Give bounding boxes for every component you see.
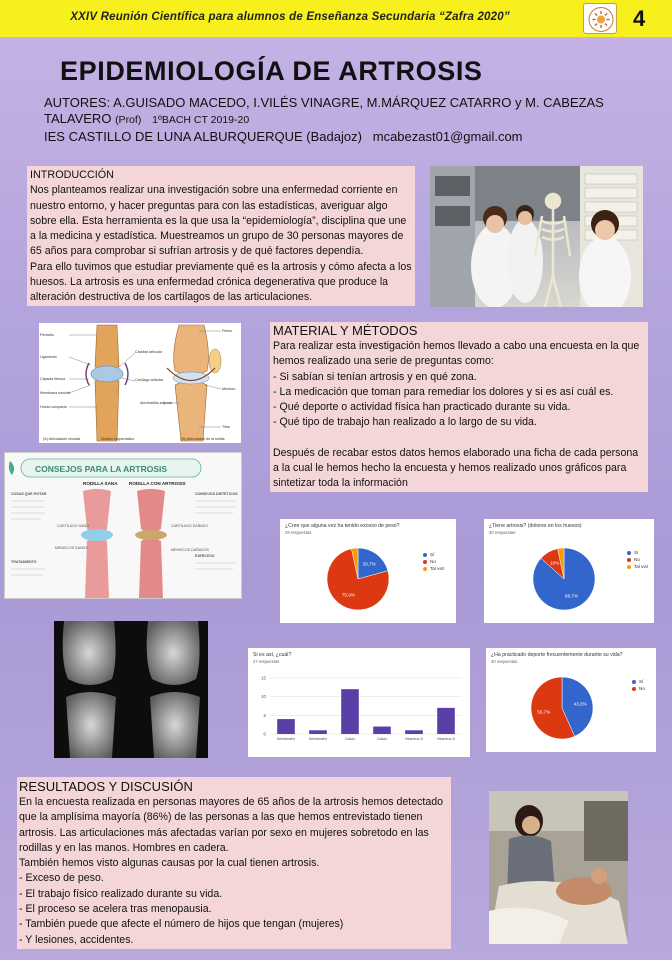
intro-heading: INTRODUCCIÓN bbox=[30, 169, 114, 181]
legend-swatch bbox=[423, 567, 427, 571]
methods-closing: Después de recabar estos datos hemos elaborado una ficha de cada persona a la cual le hemos hecho la encuesta y hemos realizado unos gráficos para sintetizar toda la información bbox=[273, 446, 639, 490]
tips-heading: CONSEJOS DIETÉTICOS bbox=[195, 492, 238, 496]
anatomy-caption: (A) Articulación sinovial bbox=[43, 437, 81, 441]
location: (Badajoz) bbox=[306, 129, 362, 144]
pie-value-label: 10% bbox=[550, 560, 560, 566]
chart-title: Si es así, ¿cuál? bbox=[253, 652, 292, 658]
authors-line: AUTORES: A.GUISADO MACEDO, I.VILÉS VINAGRE, M.MÁRQUEZ CATARRO y M. CABEZAS bbox=[44, 95, 604, 110]
bar bbox=[373, 727, 391, 734]
knee-xray-image bbox=[54, 621, 208, 758]
bar bbox=[277, 719, 295, 734]
list-item: - Y lesiones, accidentes. bbox=[19, 933, 134, 946]
legend-swatch bbox=[627, 551, 631, 555]
x-tick-label: Vitamina D bbox=[404, 737, 424, 741]
anatomy-label: Almohadilla adiposa bbox=[140, 401, 173, 405]
chart-subtitle: 29 respuestas bbox=[285, 530, 312, 535]
authors-line-2 bbox=[44, 111, 664, 128]
tips-label: MENISCOS SANOS bbox=[55, 546, 88, 550]
lab-students-photo bbox=[430, 166, 643, 307]
x-tick-label: Ibihotmalin bbox=[276, 737, 296, 741]
legend-swatch bbox=[423, 560, 427, 564]
header-bar bbox=[0, 0, 672, 37]
anatomy-label: Ligamento bbox=[40, 355, 57, 359]
school-logo bbox=[583, 3, 617, 34]
results-paragraph-2: También hemos visto algunas causas por la cual tienen artrosis. bbox=[19, 857, 320, 870]
y-tick-label: 0 bbox=[263, 731, 266, 737]
anatomy-label: Hueso compacto bbox=[40, 405, 67, 409]
intro-section bbox=[27, 166, 415, 306]
legend-entry: No bbox=[627, 556, 648, 563]
chart-overweight bbox=[280, 519, 456, 623]
chart-title: ¿Ha practicado deporte frecuentemente durante su vida? bbox=[491, 652, 623, 658]
methods-section bbox=[270, 322, 648, 492]
anatomy-label: Tibia bbox=[222, 425, 230, 429]
results-cause-list bbox=[19, 871, 449, 947]
legend-swatch bbox=[632, 687, 636, 691]
legend-swatch bbox=[627, 565, 631, 569]
list-item: - Qué deporte o actividad física han practicado durante su vida. bbox=[273, 401, 571, 414]
chart-medication bbox=[248, 648, 470, 757]
pie-value-label: 75,9% bbox=[341, 592, 355, 598]
y-tick-label: 15 bbox=[261, 675, 266, 681]
list-item: - El trabajo físico realizado durante su vida. bbox=[19, 887, 223, 900]
legend-swatch bbox=[423, 553, 427, 557]
event-title: XXIV Reunión Científica para alumnos de Enseñanza Secundaria “Zafra 2020” bbox=[70, 11, 510, 23]
x-tick-label: Vitamina D bbox=[436, 737, 456, 741]
anatomy-label: Cartílago articular bbox=[135, 378, 164, 382]
tips-label: CARTÍLAGO SANO bbox=[57, 524, 89, 528]
intro-paragraph-2: Para ello tuvimos que estudiar previamente qué es la artrosis y cómo afecta a los huesos. La artrosis es una enfermedad crónica degenerativa que produce la alteración destructiva de los cartílagos de las articulaciones. bbox=[30, 260, 412, 304]
chart-subtitle: 30 respuestas bbox=[489, 530, 516, 535]
pie-value-label: 43,3% bbox=[573, 701, 587, 707]
methods-heading: MATERIAL Y MÉTODOS bbox=[273, 323, 418, 338]
bar-chart-plot bbox=[248, 648, 470, 757]
legend-entry: Tal vez bbox=[627, 563, 648, 570]
legend-swatch bbox=[632, 680, 636, 684]
legend-entry: No bbox=[423, 558, 444, 565]
tips-label: MENISCOS DAÑADOS bbox=[171, 548, 209, 552]
chart-subtitle: 30 respuestas bbox=[491, 659, 518, 664]
list-item: - Exceso de peso. bbox=[19, 872, 104, 885]
legend-entry: Sí bbox=[632, 678, 645, 685]
list-item: - El proceso se acelera tras menopausia. bbox=[19, 903, 212, 916]
tips-heading: COSAS QUE EVITAR bbox=[11, 492, 47, 496]
email-link[interactable]: mcabezast01@gmail.com bbox=[372, 129, 523, 144]
anatomy-caption: (B) Articulación de la rodilla bbox=[181, 437, 225, 441]
institution-line bbox=[44, 129, 664, 145]
chart-legend bbox=[627, 549, 648, 570]
page-title: EPIDEMIOLOGÍA DE ARTROSIS bbox=[60, 56, 483, 86]
chart-legend bbox=[632, 678, 645, 692]
y-tick-label: 5 bbox=[263, 712, 266, 718]
anatomy-label: Periostio bbox=[40, 333, 54, 337]
methods-question-list bbox=[273, 370, 645, 431]
tips-banner: CONSEJOS PARA LA ARTROSIS bbox=[35, 464, 168, 474]
methods-intro: Para realizar esta investigación hemos llevado a cabo una encuesta en la que hemos realizado una serie de preguntas como: bbox=[273, 340, 640, 368]
bar bbox=[309, 730, 327, 734]
x-tick-label: Calcio bbox=[344, 737, 356, 741]
course: 1ºBACH CT 2019-20 bbox=[152, 114, 250, 126]
list-item: - La medicación que toman para remediar los dolores y si es así cuál es. bbox=[273, 385, 614, 398]
legend-entry: Sí bbox=[627, 549, 648, 556]
x-tick-label: Calcio bbox=[376, 737, 388, 741]
results-section bbox=[17, 777, 451, 949]
bar bbox=[437, 708, 455, 734]
legend-swatch bbox=[627, 558, 631, 562]
pie-value-label: 56,7% bbox=[537, 709, 551, 715]
legend-entry: Sí bbox=[423, 551, 444, 558]
poster-number: 4 bbox=[633, 6, 646, 31]
anatomy-label: Menisco bbox=[222, 387, 236, 391]
anatomy-label: Membrana sinovial bbox=[40, 391, 71, 395]
legend-entry: No bbox=[632, 685, 645, 692]
institution: IES CASTILLO DE LUNA ALBURQUERQUE bbox=[44, 129, 303, 144]
list-item: - Qué tipo de trabajo han realizado a lo largo de su vida. bbox=[273, 416, 537, 429]
list-item: - Si sabían si tenían artrosis y en qué zona. bbox=[273, 370, 477, 383]
list-item: - También puede que afecte el número de hijos que tengan (mujeres) bbox=[19, 918, 344, 931]
knee-arthritic-label: RODILLA CON ARTROSIS bbox=[129, 481, 186, 486]
chart-has-arthritis bbox=[484, 519, 654, 623]
anatomy-label: Cavidad articular bbox=[135, 350, 162, 354]
y-tick-label: 10 bbox=[261, 694, 266, 700]
tips-heading: EJERCICIO bbox=[195, 554, 215, 558]
chart-title: ¿Tiene artrosis? (dolores en los huesos) bbox=[489, 523, 582, 529]
intro-paragraph-1: Nos planteamos realizar una investigación sobre una enfermedad corriente en nuestro entorno, y hacer preguntas para con las estadísticas, averiguar algo sobre ella. Esta herramienta es la que usa la “epidemiología”, disciplina que une a la medicina y estadística. Muestreamos un grupo de 30 personas mayores de 65 años para comprobar si sufrían artrosis y de qué factores dependía. bbox=[30, 184, 407, 258]
knee-healthy-label: RODILLA SANA bbox=[83, 481, 118, 486]
tips-label: CARTÍLAGO DAÑADO bbox=[171, 524, 209, 528]
legend-entry: Tal vez bbox=[423, 565, 444, 572]
author-role: (Prof) bbox=[115, 114, 142, 126]
chart-legend bbox=[423, 551, 444, 572]
knee-anatomy-diagram bbox=[39, 323, 241, 443]
arthritis-tips-infographic bbox=[4, 452, 242, 599]
bar bbox=[341, 689, 359, 734]
author-name: TALAVERO bbox=[44, 111, 112, 126]
survey-interview-photo bbox=[489, 791, 628, 944]
authors-block bbox=[44, 95, 664, 145]
anatomy-label: Fémur bbox=[222, 329, 233, 333]
x-tick-label: Ibihotmalin bbox=[308, 737, 328, 741]
results-heading: RESULTADOS Y DISCUSIÓN bbox=[19, 779, 193, 794]
bar bbox=[405, 730, 423, 734]
anatomy-caption: Modelo esquemático bbox=[101, 437, 135, 441]
pie-value-label: 86,7% bbox=[565, 593, 579, 599]
pie-value-label: 20,7% bbox=[362, 561, 376, 567]
chart-subtitle: 27 respuestas bbox=[253, 659, 280, 664]
results-paragraph-1: En la encuesta realizada en personas mayores de 65 años de la artrosis hemos detectado que la amplísima mayoría (86%) de las personas a las que hemos entrevistado tienen artrosis. Las articulaciones más afectadas varían por sexo en mujeres sobretodo en las rodillas y en las manos. Hombres en cadera. bbox=[19, 796, 444, 854]
anatomy-label: Cápsula fibrosa bbox=[40, 377, 65, 381]
chart-sport bbox=[486, 648, 656, 752]
chart-title: ¿Cree que alguna vez ha tenido exceso de peso? bbox=[285, 523, 400, 529]
tips-heading: TRATAMIENTO bbox=[11, 560, 37, 564]
